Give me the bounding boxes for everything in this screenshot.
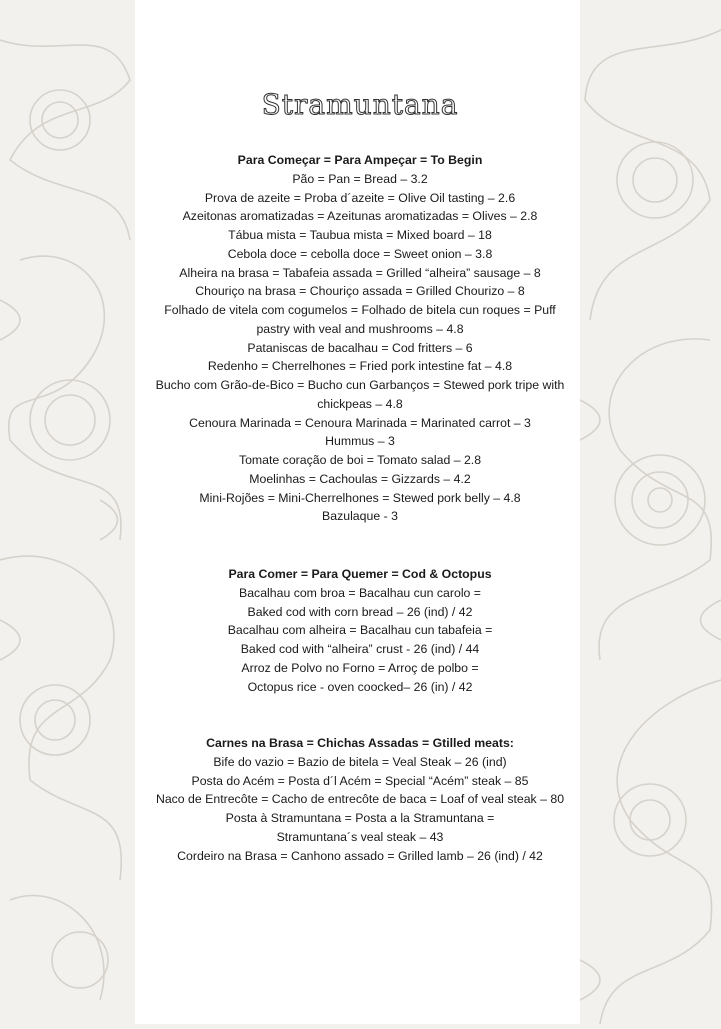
menu-item-line: Stramuntana´s veal steak – 43	[276, 829, 444, 844]
menu-item-line: Pão = Pan = Bread – 3.2	[292, 171, 428, 186]
section-cod-octopus	[115, 565, 605, 696]
menu-item-line: Baked cod with “alheira” crust - 26 (ind) / 44	[240, 642, 480, 656]
menu-item-line: Cenoura Marinada = Cenoura Marinada = Marinated carrot – 3	[189, 415, 531, 430]
menu-item-line: Chouriço na brasa = Chouriço assada = Grilled Chourizo – 8	[195, 284, 525, 299]
section-to-begin	[115, 151, 605, 526]
menu-item-line: Arroz de Polvo no Forno = Arroç de polbo =	[241, 660, 479, 675]
menu-item-line: Redenho = Cherrelhones = Fried pork intestine fat – 4.8	[207, 359, 513, 374]
section-heading: Para Comer = Para Quemer = Cod & Octopus	[228, 567, 492, 581]
menu-item-line: Bife do vazio = Bazio de bitela = Veal Steak – 26 (ind)	[213, 754, 507, 769]
menu-item-line: Bacalhau com broa = Bacalhau cun carolo =	[239, 585, 481, 600]
menu-item-line: Pataniscas de bacalhau = Cod fritters – 6	[247, 340, 473, 355]
section-grilled-meats	[115, 734, 605, 865]
menu-item-line: Baked cod with corn bread – 26 (ind) / 42	[247, 604, 473, 619]
menu-item-line: Bazulaque - 3	[322, 509, 398, 524]
menu-item-line: Folhado de vitela com cogumelos = Folhado de bitela cun roques = Puff	[164, 303, 556, 317]
menu-item-line: Moelinhas = Cachoulas = Gizzards – 4.2	[249, 471, 471, 486]
menu-item-line: Bucho com Grão-de-Bico = Bucho cun Garbanços = Stewed pork tripe with	[155, 378, 565, 392]
menu-item-line: Cordeiro na Brasa = Canhono assado = Grilled lamb – 26 (ind) / 42	[177, 848, 543, 863]
menu-item-line: Hummus – 3	[325, 434, 395, 449]
menu-item-line: Octopus rice - oven coocked– 26 (in) / 42	[247, 679, 473, 694]
section-heading: Carnes na Brasa = Chichas Assadas = Gtilled meats:	[206, 736, 514, 750]
menu-item-line: Alheira na brasa = Tabafeia assada = Grilled “alheira” sausage – 8	[179, 265, 541, 280]
menu-item-line: Mini-Rojões = Mini-Cherrelhones = Stewed pork belly – 4.8	[199, 490, 521, 505]
restaurant-title: Stramuntana	[261, 88, 459, 121]
menu-item-line: Bacalhau com alheira = Bacalhau cun tabafeia =	[227, 623, 493, 638]
menu-item-line: Azeitonas aromatizadas = Azeitunas aromatizadas = Olives – 2.8	[182, 209, 538, 224]
menu-item-line: Cebola doce = cebolla doce = Sweet onion – 3.8	[227, 246, 493, 261]
menu-item-line: Prova de azeite = Proba d´azeite = Olive Oil tasting – 2.6	[204, 190, 516, 205]
menu-item-line: pastry with veal and mushrooms – 4.8	[256, 321, 464, 336]
menu-item-line: Tábua mista = Taubua mista = Mixed board – 18	[228, 228, 492, 242]
menu-item-line: Naco de Entrecôte = Cacho de entrecôte de baca = Loaf of veal steak – 80	[155, 792, 565, 807]
menu-item-line: chickpeas – 4.8	[317, 396, 403, 411]
menu-item-line: Posta à Stramuntana = Posta a la Stramuntana =	[225, 811, 495, 825]
menu-item-line: Tomate coração de boi = Tomato salad – 2.8	[238, 453, 482, 467]
section-heading: Para Começar = Para Ampeçar = To Begin	[237, 153, 483, 167]
menu-item-line: Posta do Acém = Posta d´l Acém = Special “Acém” steak – 85	[191, 773, 529, 788]
